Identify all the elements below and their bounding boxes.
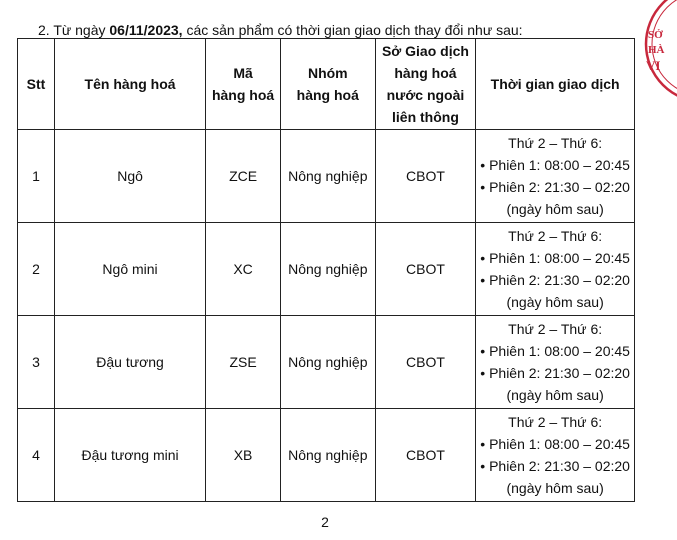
header-exchange-line: liên thông: [392, 109, 459, 125]
header-exchange: [375, 39, 476, 130]
cell-group: Nông nghiệp: [280, 316, 375, 409]
header-code-line: Mã: [233, 65, 253, 81]
intro-prefix: 2. Từ ngày: [38, 22, 110, 38]
table-row: [18, 409, 635, 502]
cell-stt: 1: [18, 130, 55, 223]
cell-trading-time: [476, 409, 635, 502]
intro-date: 06/11/2023,: [109, 22, 183, 38]
time-line: • Phiên 2: 21:30 – 02:20: [480, 272, 630, 288]
seal-text-line: SỞ: [648, 29, 663, 41]
cell-name: Ngô mini: [54, 223, 205, 316]
cell-code: XC: [206, 223, 281, 316]
intro-paragraph: [38, 22, 523, 38]
page-number: 2: [321, 514, 329, 530]
time-line: (ngày hôm sau): [506, 480, 604, 496]
table-row: [18, 130, 635, 223]
time-line: • Phiên 2: 21:30 – 02:20: [480, 458, 630, 474]
intro-suffix: các sản phẩm có thời gian giao dịch thay đổi như sau:: [182, 22, 523, 38]
cell-trading-time: [476, 130, 635, 223]
cell-code: ZSE: [206, 316, 281, 409]
cell-group: Nông nghiệp: [280, 409, 375, 502]
time-line: • Phiên 1: 08:00 – 20:45: [480, 436, 630, 452]
time-line: • Phiên 2: 21:30 – 02:20: [480, 365, 630, 381]
cell-stt: 4: [18, 409, 55, 502]
header-group-line: Nhóm: [307, 65, 348, 81]
time-line: Thứ 2 – Thứ 6:: [508, 414, 603, 430]
time-line: (ngày hôm sau): [506, 294, 604, 310]
header-exchange-line: Sở Giao dịch: [381, 43, 469, 59]
time-line: Thứ 2 – Thứ 6:: [508, 321, 603, 337]
time-line: • Phiên 1: 08:00 – 20:45: [480, 250, 630, 266]
cell-exchange: CBOT: [375, 409, 476, 502]
cell-stt: 2: [18, 223, 55, 316]
time-line: Thứ 2 – Thứ 6:: [508, 228, 603, 244]
time-line: • Phiên 1: 08:00 – 20:45: [480, 343, 630, 359]
header-group-line: hàng hoá: [296, 87, 359, 103]
cell-code: ZCE: [206, 130, 281, 223]
trading-time-table: [17, 38, 635, 502]
official-seal-stamp: [642, 0, 677, 122]
header-name: Tên hàng hoá: [54, 39, 205, 130]
cell-code: XB: [206, 409, 281, 502]
time-line: • Phiên 2: 21:30 – 02:20: [480, 179, 630, 195]
cell-group: Nông nghiệp: [280, 130, 375, 223]
cell-stt: 3: [18, 316, 55, 409]
cell-exchange: CBOT: [375, 223, 476, 316]
header-code-line: hàng hoá: [211, 87, 275, 103]
cell-name: Đậu tương mini: [54, 409, 205, 502]
table-header-row: [18, 39, 635, 130]
seal-text-line: VI: [646, 58, 661, 73]
header-time: Thời gian giao dịch: [476, 39, 635, 130]
header-group: [280, 39, 375, 130]
time-line: Thứ 2 – Thứ 6:: [508, 135, 603, 151]
time-line: (ngày hôm sau): [506, 201, 604, 217]
table-row: [18, 316, 635, 409]
header-stt: Stt: [18, 39, 55, 130]
cell-trading-time: [476, 316, 635, 409]
header-exchange-line: nước ngoài: [386, 87, 465, 103]
seal-text-line: HÀ: [648, 44, 665, 56]
cell-exchange: CBOT: [375, 316, 476, 409]
time-line: (ngày hôm sau): [506, 387, 604, 403]
cell-name: Ngô: [54, 130, 205, 223]
header-code: [206, 39, 281, 130]
cell-group: Nông nghiệp: [280, 223, 375, 316]
cell-exchange: CBOT: [375, 130, 476, 223]
cell-trading-time: [476, 223, 635, 316]
table-row: [18, 223, 635, 316]
header-exchange-line: hàng hoá: [394, 65, 457, 81]
cell-name: Đậu tương: [54, 316, 205, 409]
time-line: • Phiên 1: 08:00 – 20:45: [480, 157, 630, 173]
